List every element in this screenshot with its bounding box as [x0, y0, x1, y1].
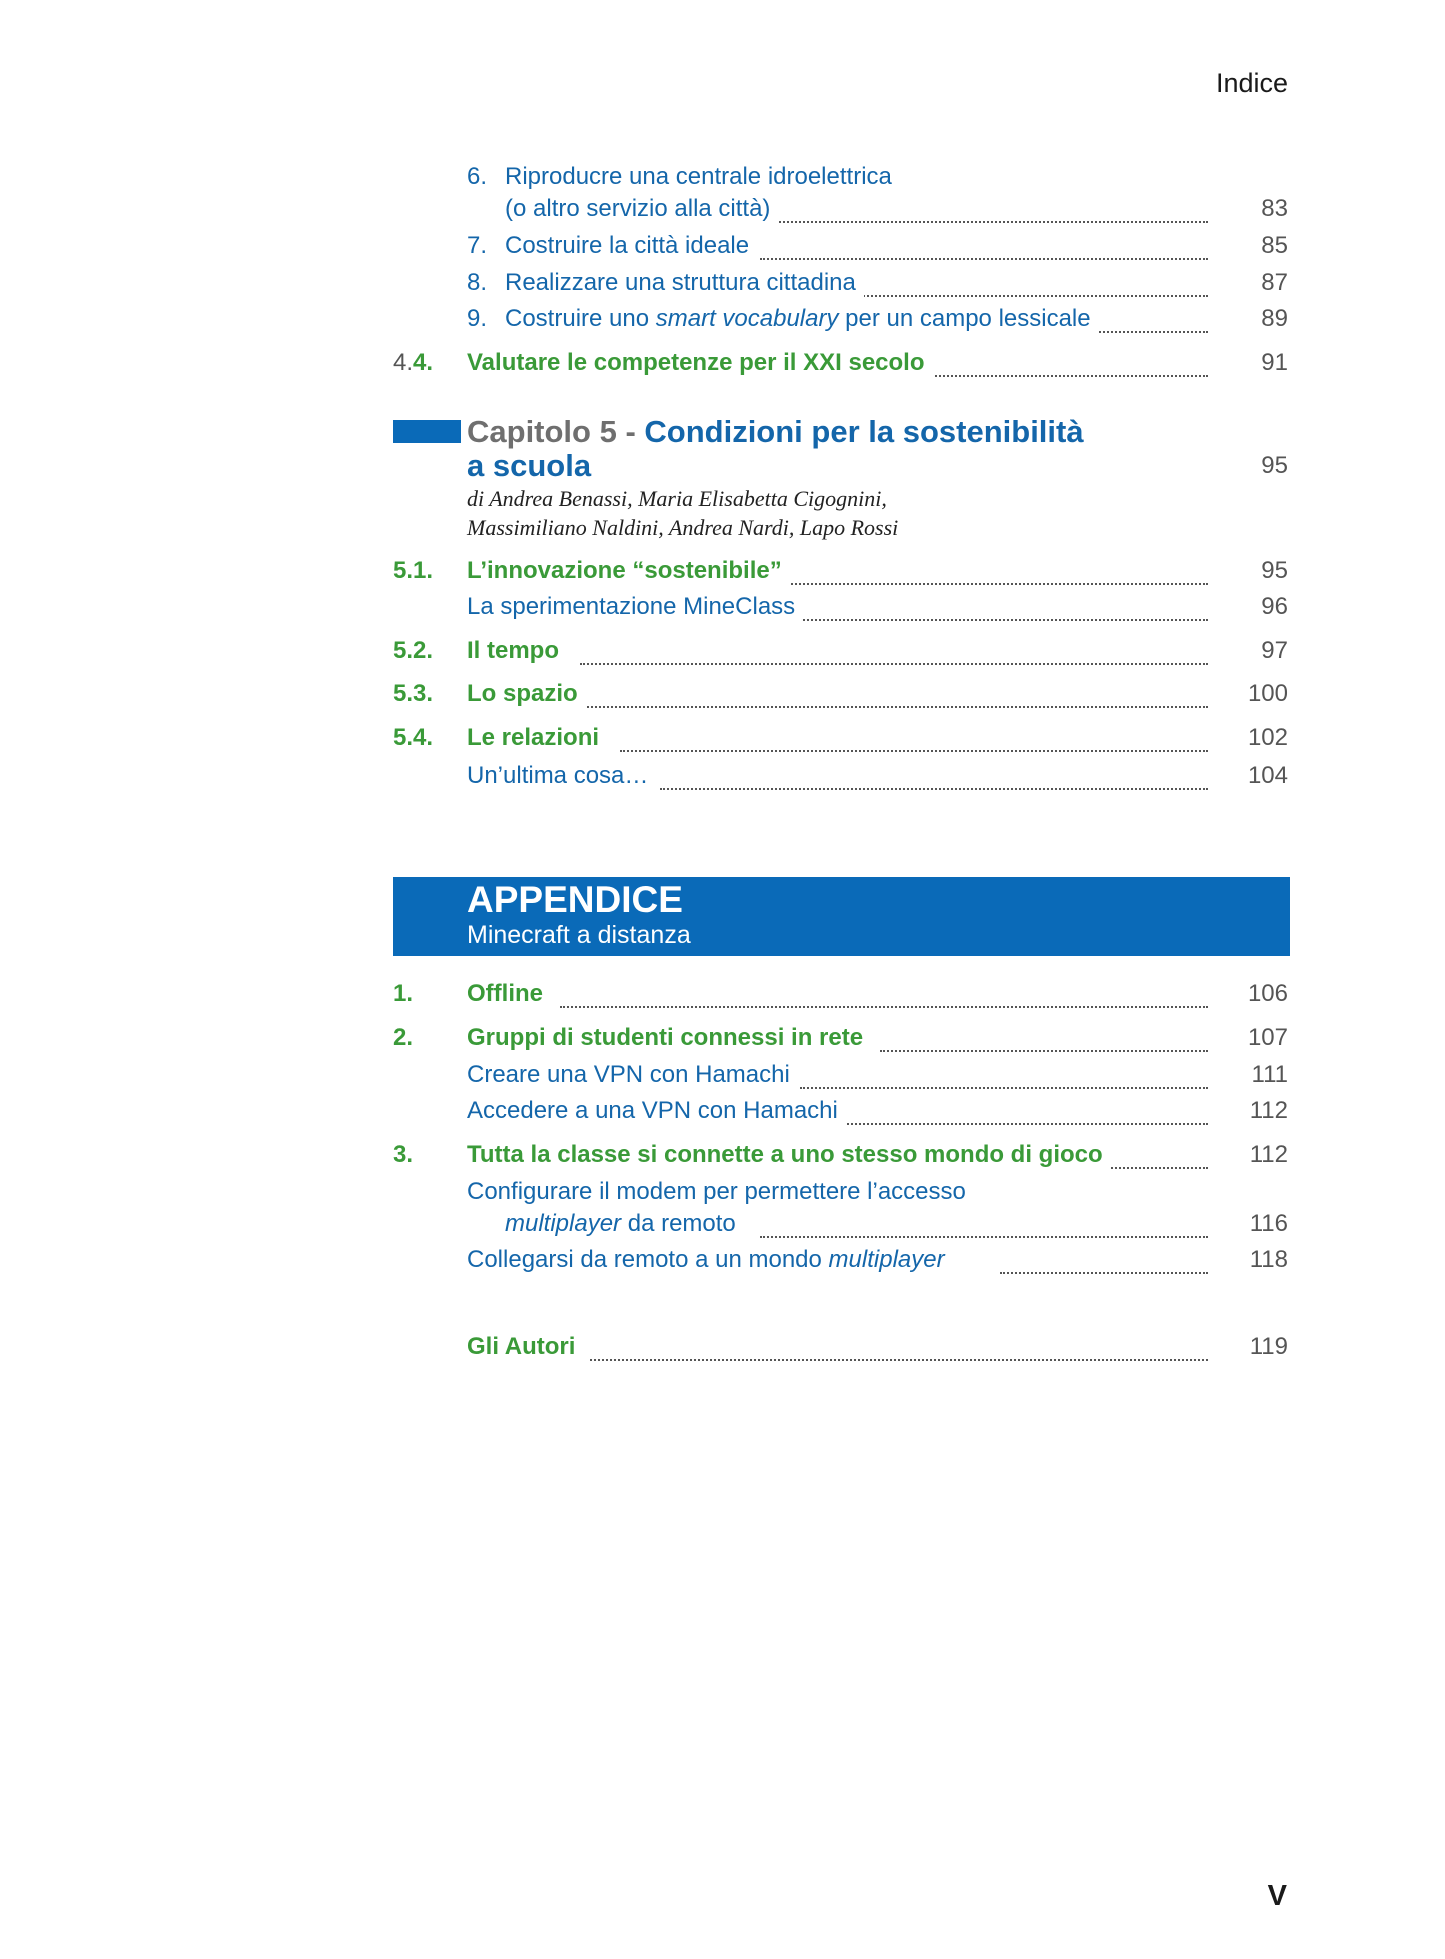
entry-page: 100: [1247, 680, 1288, 707]
toc-section-5-2[interactable]: [0, 637, 1445, 671]
entry-title: Il tempo: [467, 637, 567, 665]
entry-number: 5.4.: [393, 724, 434, 751]
entry-title: Le relazioni: [467, 724, 607, 752]
entry-title: Gruppi di studenti connessi in rete: [467, 1024, 864, 1051]
chapter-authors-line2: Massimiliano Naldini, Andrea Nardi, Lapo Rossi: [467, 515, 899, 540]
title-part: per un campo lessicale: [838, 305, 1091, 332]
entry-number: 6.: [467, 163, 488, 190]
toc-app-vpn-create[interactable]: [0, 1061, 1445, 1095]
chapter-marker-bar: [393, 420, 461, 443]
chapter-title: Condizioni per la sostenibilità: [644, 414, 1084, 449]
toc-entry-6-line1[interactable]: [0, 163, 1445, 197]
toc-app-3[interactable]: [0, 1141, 1445, 1175]
entry-title: Valutare le competenze per il XXI secolo: [467, 349, 933, 377]
entry-page: 119: [1249, 1333, 1288, 1360]
entry-title: Gli Autori: [467, 1333, 576, 1360]
entry-title: Configurare il modem per permettere l’accesso: [467, 1178, 974, 1206]
entry-title: Offline: [467, 980, 551, 1008]
dot-leader: [1100, 1167, 1208, 1169]
toc-entry-ultima-cosa[interactable]: [0, 762, 1445, 796]
entry-title: Lo spazio: [467, 680, 586, 708]
entry-number: 8.: [467, 269, 488, 296]
dot-leader: [800, 1087, 1208, 1089]
title-part-italic: multiplayer: [505, 1210, 622, 1237]
toc-entry-8[interactable]: [0, 269, 1445, 303]
dot-leader: [760, 583, 1208, 585]
entry-page: 102: [1247, 724, 1288, 751]
toc-app-modem-line1[interactable]: [0, 1178, 1445, 1212]
chapter-authors-line1: di Andrea Benassi, Maria Elisabetta Cigognini,: [467, 486, 887, 511]
entry-page: 118: [1249, 1246, 1288, 1273]
entry-number: 5.1.: [393, 557, 434, 584]
dot-leader: [560, 1006, 1208, 1008]
entry-page: 116: [1249, 1210, 1288, 1237]
entry-page: 91: [1261, 349, 1288, 376]
entry-number: 5.3.: [393, 680, 434, 707]
dot-leader: [880, 1050, 1208, 1052]
entry-title: Tutta la classe si connette a uno stesso mondo di gioco: [467, 1141, 1111, 1169]
appendix-subtitle: Minecraft a distanza: [467, 921, 691, 949]
toc-section-4-4[interactable]: [0, 349, 1445, 383]
dot-leader: [760, 1236, 1208, 1238]
entry-page: 112: [1249, 1097, 1288, 1124]
entry-page: 85: [1261, 232, 1288, 259]
dot-leader: [580, 706, 1208, 708]
entry-page: 87: [1261, 269, 1288, 296]
chapter-title-line2: a scuola: [467, 448, 592, 483]
toc-authors[interactable]: [0, 1333, 1445, 1367]
entry-number: 3.: [393, 1141, 414, 1168]
entry-title: (o altro servizio alla città): [505, 195, 778, 223]
toc-entry-mineclass[interactable]: [0, 593, 1445, 627]
running-header: Indice: [1215, 68, 1288, 98]
toc-app-vpn-access[interactable]: [0, 1097, 1445, 1131]
dot-leader: [620, 750, 1208, 752]
title-part-italic: multiplayer: [828, 1246, 945, 1273]
entry-title: La sperimentazione MineClass: [467, 593, 803, 621]
entry-number: 1.: [393, 980, 414, 1007]
entry-title: Accedere a una VPN con Hamachi: [467, 1097, 846, 1125]
dot-leader: [1000, 1272, 1208, 1274]
entry-title: Riproducre una centrale idroelettrica: [505, 163, 900, 191]
entry-page: 104: [1247, 762, 1288, 789]
toc-entry-7[interactable]: [0, 232, 1445, 266]
entry-number: 2.: [393, 1024, 414, 1051]
appendix-banner[interactable]: [393, 877, 1290, 956]
toc-app-1[interactable]: [0, 980, 1445, 1014]
entry-number: 9.: [467, 305, 488, 332]
chapter-page: 95: [1261, 452, 1288, 479]
entry-page: 107: [1247, 1024, 1288, 1051]
toc-section-5-1[interactable]: [0, 557, 1445, 591]
entry-page: 97: [1261, 637, 1288, 664]
entry-title: L’innovazione “sostenibile”: [467, 557, 790, 585]
title-part: Costruire uno: [505, 305, 656, 332]
toc-app-modem-line2[interactable]: [0, 1210, 1445, 1244]
entry-title: Un’ultima cosa…: [467, 762, 656, 790]
toc-app-remote[interactable]: [0, 1246, 1445, 1280]
chapter-label: Capitolo 5 -: [467, 414, 645, 449]
entry-number: 7.: [467, 232, 488, 259]
entry-title: [505, 305, 1099, 333]
entry-title: Costruire la città ideale: [505, 232, 757, 260]
dot-leader: [590, 1359, 1208, 1361]
dot-leader: [760, 221, 1208, 223]
entry-page: 106: [1247, 980, 1288, 1007]
entry-page: 112: [1249, 1141, 1288, 1168]
entry-page: 111: [1251, 1061, 1288, 1088]
entry-title: Creare una VPN con Hamachi: [467, 1061, 798, 1089]
entry-title: [505, 1210, 744, 1238]
appendix-title: APPENDICE: [467, 879, 683, 920]
toc-entry-9[interactable]: [0, 305, 1445, 339]
title-part-italic: smart vocabulary: [655, 305, 839, 332]
entry-page: 95: [1261, 557, 1288, 584]
entry-title: Realizzare una struttura cittadina: [505, 269, 864, 297]
toc-section-5-3[interactable]: [0, 680, 1445, 714]
dot-leader: [760, 258, 1208, 260]
dot-leader: [660, 788, 1208, 790]
entry-page: 83: [1261, 195, 1288, 222]
toc-entry-6-line2[interactable]: [0, 195, 1445, 229]
title-part: da remoto: [621, 1210, 736, 1237]
toc-section-5-4[interactable]: [0, 724, 1445, 758]
number-part: 4.: [393, 349, 414, 376]
chapter-heading[interactable]: [467, 414, 1084, 450]
title-part: Collegarsi da remoto a un mondo: [467, 1246, 829, 1273]
toc-app-2[interactable]: [0, 1024, 1445, 1058]
number-part: 4.: [413, 349, 434, 376]
page-number: V: [1267, 1880, 1287, 1912]
entry-page: 96: [1261, 593, 1288, 620]
dot-leader: [760, 619, 1208, 621]
entry-page: 89: [1261, 305, 1288, 332]
entry-number: [393, 349, 433, 377]
entry-title: [467, 1246, 953, 1274]
dot-leader: [580, 663, 1208, 665]
entry-number: 5.2.: [393, 637, 434, 664]
dot-leader: [840, 1123, 1208, 1125]
